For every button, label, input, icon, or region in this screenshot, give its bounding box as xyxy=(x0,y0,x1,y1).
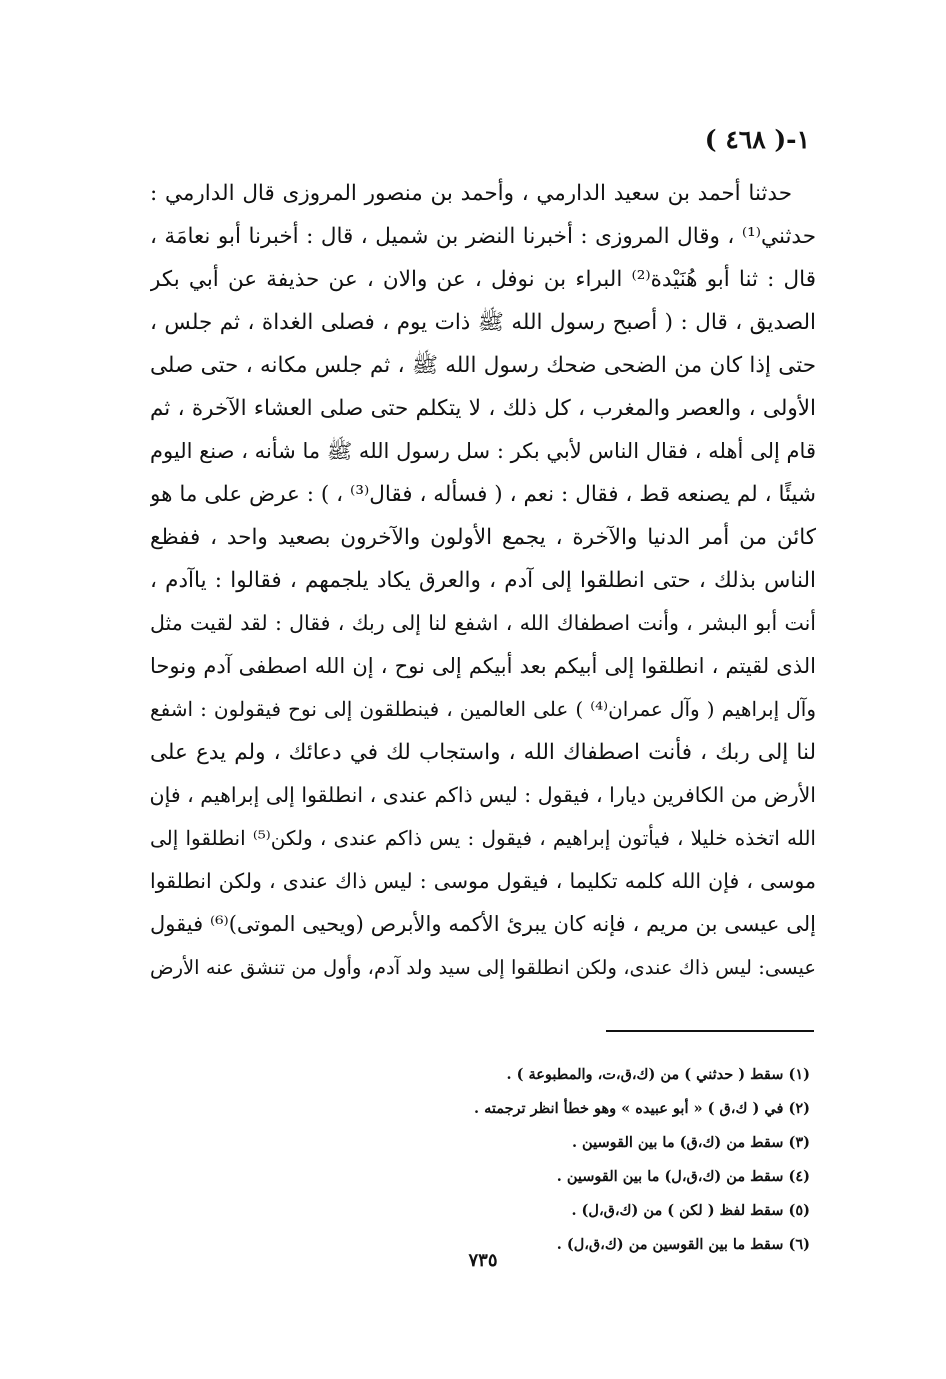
text-line: الناس بذلك ، حتى انطلقوا إلى آدم ، والعرق يكاد يلجمهم ، فقالوا : ياآدم ، xyxy=(150,568,816,593)
text-line: أنت أبو البشر ، وأنت اصطفاك الله ، اشفع لنا إلى ربك ، فقال : لقد لقيت مثل xyxy=(150,611,816,635)
text-line: حدثني⁽¹⁾ ، وقال المروزى : أخبرنا النضر بن شميل ، قال : أخبرنا أبو نعامَة ، xyxy=(150,224,816,249)
text-line: الله اتخذه خليلا ، فيأتون إبراهيم ، فيقول : يس ذاكم عندى ، ولكن⁽⁵⁾ انطلقوا إلى xyxy=(150,826,816,850)
footnote: (٢) في ( ك،ق ) « أبو عبيده » وهو خطأ انظر ترجمته . xyxy=(473,1100,810,1117)
footnotes xyxy=(250,1058,810,1262)
text-line: وآل إبراهيم ( وآل عمران⁽⁴⁾ ) على العالمين ، فينطلقون إلى نوح فيقولون : اشفع xyxy=(150,697,816,721)
footnote: (٦) سقط ما بين القوسين من (ك،ق،ل) . xyxy=(556,1236,810,1253)
text-line: عيسى: ليس ذاك عندى، ولكن انطلقوا إلى سيد ولد آدم، وأول من تنشق عنه الأرض xyxy=(150,956,816,979)
footnote: (٤) سقط من (ك،ق،ل) ما بين القوسين . xyxy=(556,1168,810,1185)
text-line: الذى لقيتم ، انطلقوا إلى أبيكم بعد أبيكم إلى نوح ، إن الله اصطفى آدم ونوحا xyxy=(150,654,816,678)
text-line: موسى ، فإن الله كلمه تكليما ، فيقول موسى : ليس ذاك عندى ، ولكن انطلقوا xyxy=(150,869,816,893)
footnote: (٥) سقط لفظ ( لكن ) من (ك،ق،ل) . xyxy=(571,1202,810,1219)
page-number: ٧٣٥ xyxy=(468,1250,498,1271)
footnote-divider xyxy=(606,1030,814,1032)
text-line: قال : ثنا أبو هُنَيْدة⁽²⁾ البراء بن نوفل ، عن والان ، عن حذيفة عن أبي بكر xyxy=(150,267,816,292)
text-line: الصديق ، قال : ( أصبح رسول الله ﷺ ذات يوم ، فصلى الغداة ، ثم جلس ، xyxy=(150,310,816,335)
text-line: شيئًا ، لم يصنعه قط ، فقال : نعم ، ( فسأله ، فقال⁽³⁾ ، ) : عرض على ما هو xyxy=(150,482,816,507)
hadith-text xyxy=(150,172,816,989)
footnote: (١) سقط ( حدثني ) من (ك،ق،ت، والمطبوعة ) . xyxy=(506,1066,810,1083)
text-line: كائن من أمر الدنيا والآخرة ، يجمع الأولون والآخرون بصعيد واحد ، ففظع xyxy=(150,525,816,550)
text-line: قام إلى أهله ، فقال الناس لأبي بكر : سل رسول الله ﷺ ما شأنه ، صنع اليوم xyxy=(150,439,816,463)
text-line: إلى عيسى بن مريم ، فإنه كان يبرئ الأكمه والأبرص (ويحيى الموتى)⁽⁶⁾ فيقول xyxy=(150,912,816,936)
text-line: لنا إلى ربك ، فأنت اصطفاك الله ، واستجاب لك في دعائك ، ولم يدع على xyxy=(150,740,816,765)
text-line: الأرض من الكافرين ديارا ، فيقول : ليس ذاكم عندى ، انطلقوا إلى إبراهيم ، فإن xyxy=(150,783,816,807)
text-line: حتى إذا كان من الضحى ضحك رسول الله ﷺ ، ثم جلس مكانه ، حتى صلى xyxy=(150,353,816,378)
text-line: حدثنا أحمد بن سعيد الدارمي ، وأحمد بن منصور المروزى قال الدارمي : xyxy=(150,181,792,206)
footnote: (٣) سقط من (ك،ق) ما بين القوسين . xyxy=(571,1134,810,1151)
hadith-number: ١-( ٤٦٨ ) xyxy=(704,125,810,154)
text-line: الأولى ، والعصر والمغرب ، كل ذلك ، لا يتكلم حتى صلى العشاء الآخرة ، ثم xyxy=(150,396,816,421)
